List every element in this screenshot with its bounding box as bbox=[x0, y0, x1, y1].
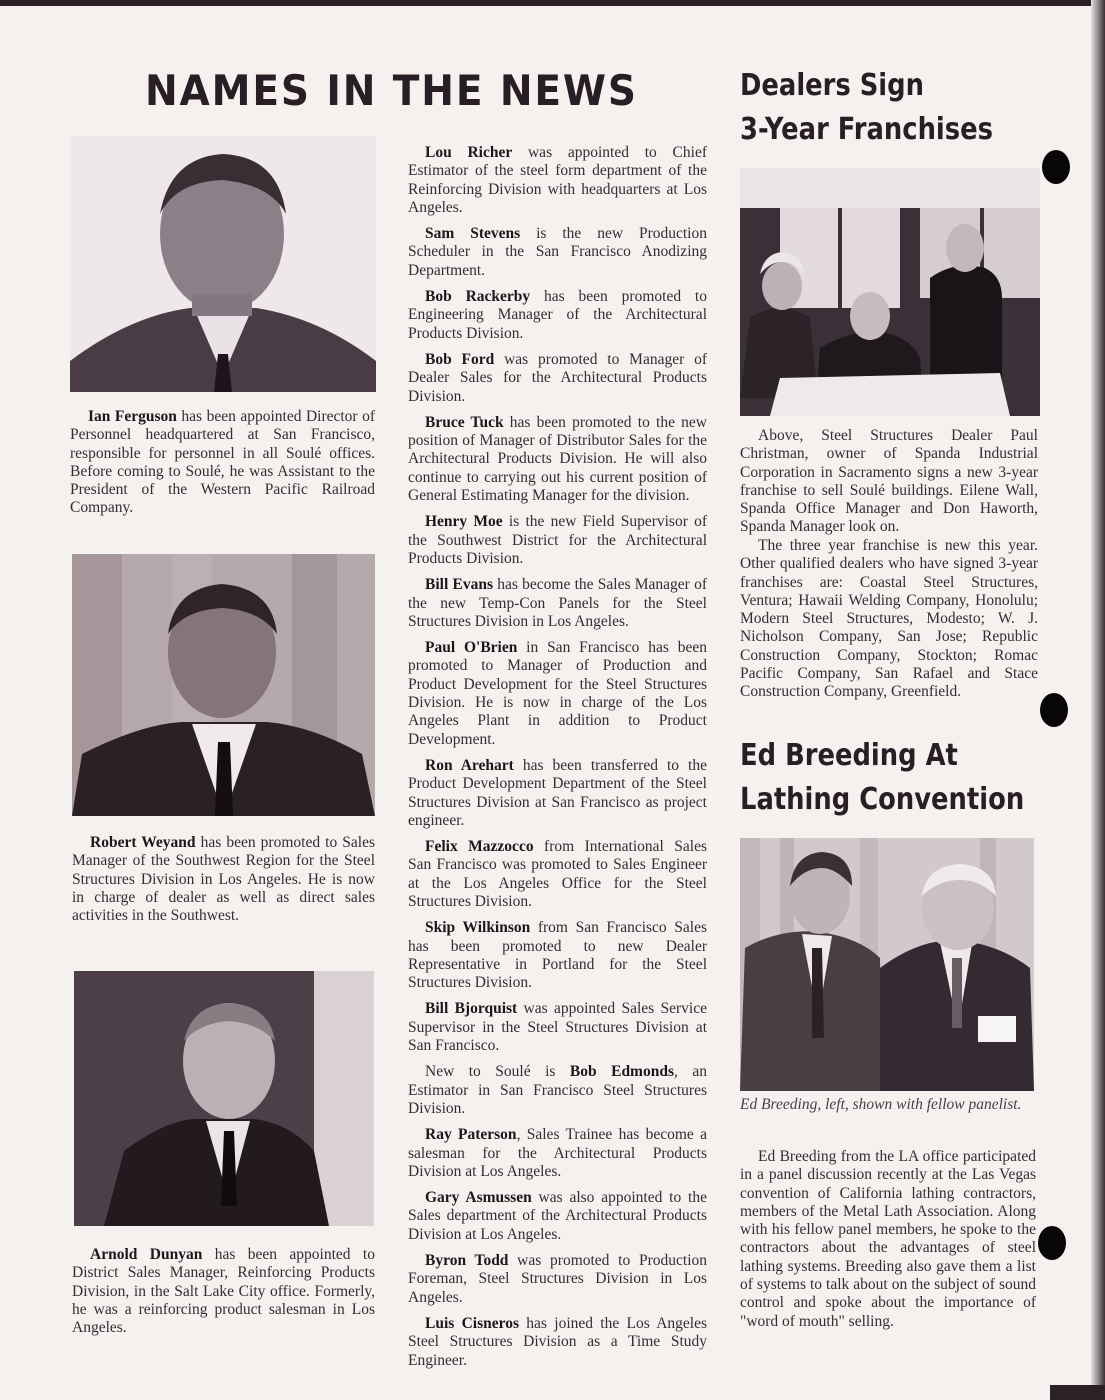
news-item: Paul O'Brien in San Francisco has been promoted to Manager of Production and Product Development for the Steel Structures Division. He is now in charge of the Los Angeles Plant in addition to Product Development. bbox=[408, 639, 707, 748]
bio-name: Robert Weyand bbox=[90, 834, 196, 851]
page-bottom-edge bbox=[1050, 1385, 1105, 1400]
news-item: Ray Paterson, Sales Trainee has become a salesman for the Architectural Products Division at Los Angeles. bbox=[408, 1126, 707, 1180]
portrait-arnold-dunyan bbox=[74, 971, 374, 1226]
portrait-ian-ferguson bbox=[70, 136, 376, 392]
dealers-headline: Dealers Sign 3-Year Franchises bbox=[740, 68, 993, 147]
dealers-signing-photo bbox=[740, 168, 1040, 416]
news-item: Henry Moe is the new Field Supervisor of the Southwest District for the Architectural Products Division. bbox=[408, 513, 707, 567]
news-item: Bill Evans has become the Sales Manager of the new Temp-Con Panels for the Steel Structures Division in Los Angeles. bbox=[408, 576, 707, 630]
dealers-caption: Above, Steel Structures Dealer Paul Christman, owner of Spanda Industrial Corporation in Sacramento signs a new 3-year franchise to sell Soulé buildings. Eilene Wall, Spanda Office Manager and Don Haworth, Spanda Manager look on. bbox=[740, 427, 1038, 536]
news-item: Felix Mazzocco from International Sales San Francisco was promoted to Sales Engineer at the Los Angeles Office for the Steel Structures Division. bbox=[408, 838, 707, 910]
news-item: Bob Ford was promoted to Manager of Dealer Sales for the Architectural Products Division. bbox=[408, 350, 707, 405]
punch-hole bbox=[1042, 150, 1070, 184]
page-top-edge bbox=[0, 0, 1105, 6]
news-item: Lou Richer was appointed to Chief Estimator of the steel form department of the Reinforcing Division with headquarters at Los Angeles. bbox=[408, 144, 707, 216]
news-item: Sam Stevens is the new Production Scheduler in the San Francisco Anodizing Department. bbox=[408, 225, 707, 279]
bio-text: has been promoted to Sales Manager of the Southwest Region for the Steel Structures Division in Los Angeles. He is now in charge of dealer as well as direct sales activities in the Southwest. bbox=[72, 834, 375, 925]
bio-robert-weyand bbox=[72, 834, 375, 925]
news-item: Gary Asmussen was also appointed to the Sales department of the Architectural Products Division at Los Angeles. bbox=[408, 1189, 707, 1243]
news-column bbox=[408, 144, 707, 1378]
news-item: New to Soulé is Bob Edmonds, an Estimator in San Francisco Steel Structures Division. bbox=[408, 1063, 707, 1117]
ed-breeding-photo bbox=[740, 838, 1034, 1091]
breeding-headline: Ed Breeding At Lathing Convention bbox=[740, 738, 1025, 817]
breeding-body: Ed Breeding from the LA office participated in a panel discussion recently at the Las Vegas convention of California lathing contractors, members of the Metal Lath Association. Along with his fellow panel members, he spoke to the contractors about the advantages of steel lathing systems. Breeding also gave them a list of systems to talk about on the subject of sound control and spoke about the importance of "word of mouth" selling. bbox=[740, 1148, 1036, 1330]
news-item: Luis Cisneros has joined the Los Angeles Steel Structures Division as a Time Study Engineer. bbox=[408, 1314, 708, 1369]
news-item: Skip Wilkinson from San Francisco Sales has been promoted to new Dealer Representative in Portland for the Steel Structures Division. bbox=[408, 919, 707, 992]
punch-hole bbox=[1040, 693, 1068, 727]
main-headline: NAMES IN THE NEWS bbox=[145, 66, 638, 115]
punch-hole bbox=[1038, 1226, 1066, 1260]
bio-ian-ferguson bbox=[70, 408, 375, 518]
bio-text: has been appointed Director of Personnel headquartered at San Francisco, responsible for personnel in all Soulé offices. Before coming to Soulé, he was Assistant to the President of the Western Pacific Railroad Company. bbox=[70, 408, 375, 517]
news-item: Bob Rackerby has been promoted to Engineering Manager of the Architectural Products Division. bbox=[408, 288, 707, 342]
news-item: Byron Todd was promoted to Production Foreman, Steel Structures Division in Los Angeles. bbox=[408, 1252, 708, 1306]
page-right-edge bbox=[1091, 0, 1105, 1400]
ed-breeding-photo-caption: Ed Breeding, left, shown with fellow panelist. bbox=[740, 1096, 1022, 1113]
bio-name: Arnold Dunyan bbox=[90, 1246, 203, 1263]
bio-name: Ian Ferguson bbox=[88, 408, 177, 425]
portrait-robert-weyand bbox=[72, 554, 375, 816]
bio-arnold-dunyan bbox=[72, 1246, 375, 1337]
dealers-body: The three year franchise is new this year. Other qualified dealers who have signed 3-year franchises are: Coastal Steel Structures, Ventura; Hawaii Welding Company, Honolulu; Modern Steel Structures, Modesto; W. J. Nicholson Company, San Jose; Republic Construction Company, Stockton; Romac Pacific Company, San Rafael and Stace Construction Company, Greenfield. bbox=[740, 537, 1038, 701]
news-item: Bill Bjorquist was appointed Sales Service Supervisor in the Steel Structures Division at San Francisco. bbox=[408, 1000, 707, 1055]
news-item: Bruce Tuck has been promoted to the new position of Manager of Distributor Sales for the Architectural Products Division. He will also continue to carrying out his current position of General Estimating Manager for the division. bbox=[408, 413, 708, 505]
news-item: Ron Arehart has been transferred to the Product Development Department of the Steel Structures Division at San Francisco as project engineer. bbox=[408, 756, 707, 829]
bio-text: has been appointed to District Sales Manager, Reinforcing Products Division, in the Salt Lake City office. Formerly, he was a reinforcing product salesman in Los Angeles. bbox=[72, 1246, 375, 1337]
